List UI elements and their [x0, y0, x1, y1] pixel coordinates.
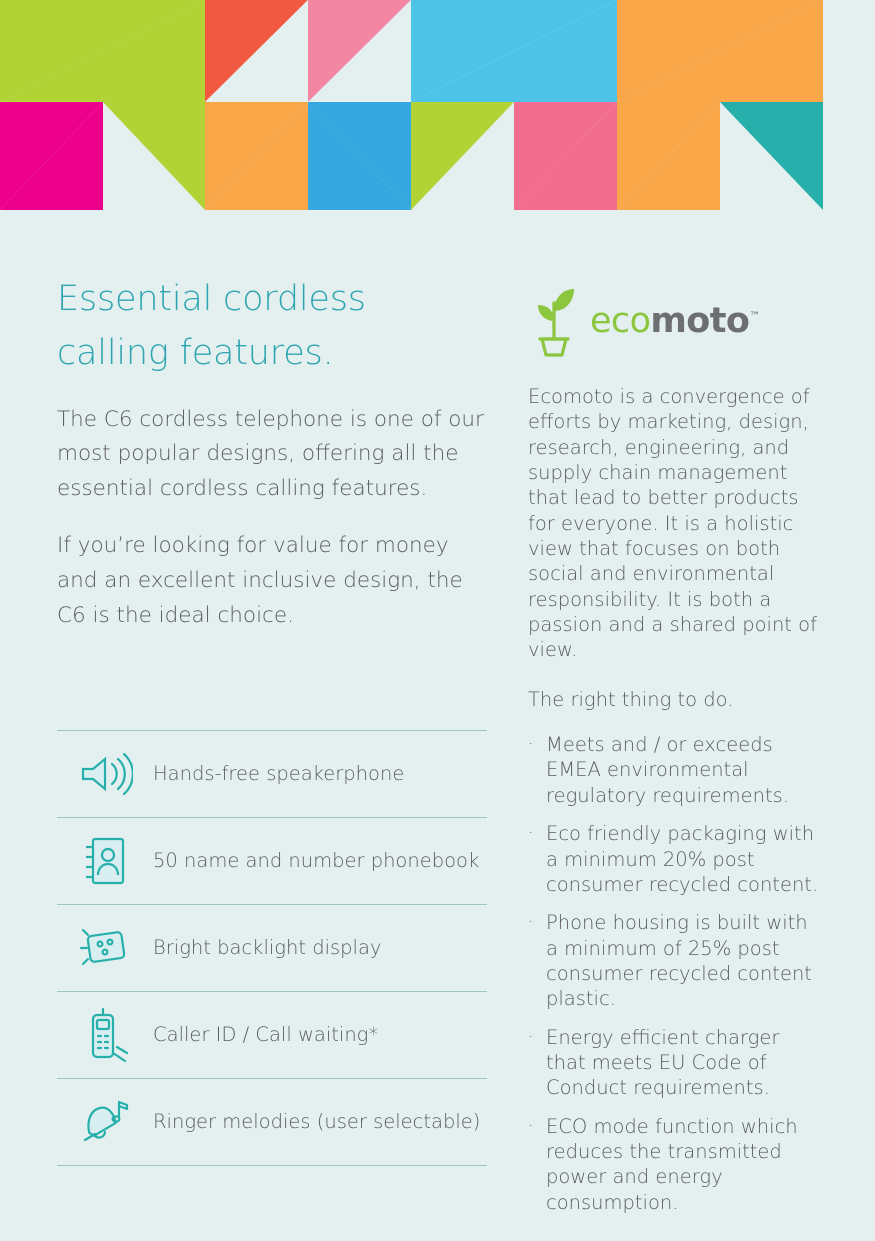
intro-paragraph-2: If you’re looking for value for money and an excellent inclusive design, the C6 is the ideal choice. — [57, 532, 463, 628]
eco-bullet-list — [528, 732, 820, 1215]
logo-eco-text: eco — [590, 301, 651, 341]
bullet-marker: · — [528, 1115, 534, 1136]
page-content — [0, 210, 875, 1241]
left-column — [57, 272, 489, 655]
ecomoto-logo — [528, 272, 820, 370]
ecomoto-wordmark — [590, 301, 760, 341]
right-column — [528, 272, 820, 1228]
feature-label: Bright backlight display — [153, 936, 382, 960]
list-item — [528, 1025, 820, 1101]
list-item — [57, 1079, 487, 1166]
backlight-display-icon — [57, 924, 153, 972]
list-item — [57, 992, 487, 1079]
ringer-melodies-icon — [57, 1096, 153, 1148]
bullet-text: Meets and / or exceeds EMEA environmental regulatory requirements. — [546, 733, 790, 807]
page-title-line-2: calling features. — [57, 333, 334, 374]
ecomoto-tagline: The right thing to do. — [528, 687, 734, 711]
feature-label: Ringer melodies (user selectable) — [153, 1110, 481, 1134]
caller-id-icon — [57, 1007, 153, 1063]
speakerphone-icon — [57, 751, 153, 797]
feature-label: Hands-free speakerphone — [153, 762, 405, 786]
list-item — [57, 731, 487, 818]
phonebook-icon — [57, 835, 153, 887]
bullet-text: ECO mode function which reduces the transmitted power and energy consumption. — [546, 1114, 798, 1214]
page-title — [57, 272, 489, 381]
geometric-triangle-banner — [0, 0, 875, 210]
ecomoto-description: Ecomoto is a convergence of efforts by marketing, design, research, engineering, and supply chain management that lead to better products for everyone. It is a holistic view that focuses on both social and environmental responsibility. It is both a passion and a shared point of view. — [528, 385, 817, 662]
list-item — [57, 905, 487, 992]
list-item — [528, 821, 820, 897]
bullet-marker: · — [528, 1026, 534, 1047]
list-item — [57, 818, 487, 905]
bullet-marker: · — [528, 823, 534, 844]
list-item — [528, 910, 820, 1011]
intro-paragraph-1: The C6 cordless telephone is one of our most popular designs, offering all the essential cordless calling features. — [57, 406, 484, 502]
feature-label: 50 name and number phonebook — [153, 849, 480, 873]
list-item — [528, 1114, 820, 1215]
feature-list — [57, 730, 487, 1166]
feature-label: Caller ID / Call waiting* — [153, 1023, 379, 1047]
ecomoto-plant-logo-icon — [528, 277, 590, 366]
page-title-line-1: Essential cordless — [57, 279, 366, 319]
trademark-symbol: ™ — [749, 309, 760, 323]
bullet-text: Energy efficient charger that meets EU Code of Conduct requirements. — [546, 1025, 780, 1100]
list-item — [528, 732, 820, 808]
bullet-text: Eco friendly packaging with a minimum 20% post consumer recycled content. — [546, 822, 819, 896]
bullet-marker: · — [528, 912, 534, 933]
bullet-marker: · — [528, 734, 534, 755]
bullet-text: Phone housing is built with a minimum of 25% post consumer recycled content plastic. — [546, 911, 812, 1011]
logo-moto-text: moto — [650, 301, 750, 341]
